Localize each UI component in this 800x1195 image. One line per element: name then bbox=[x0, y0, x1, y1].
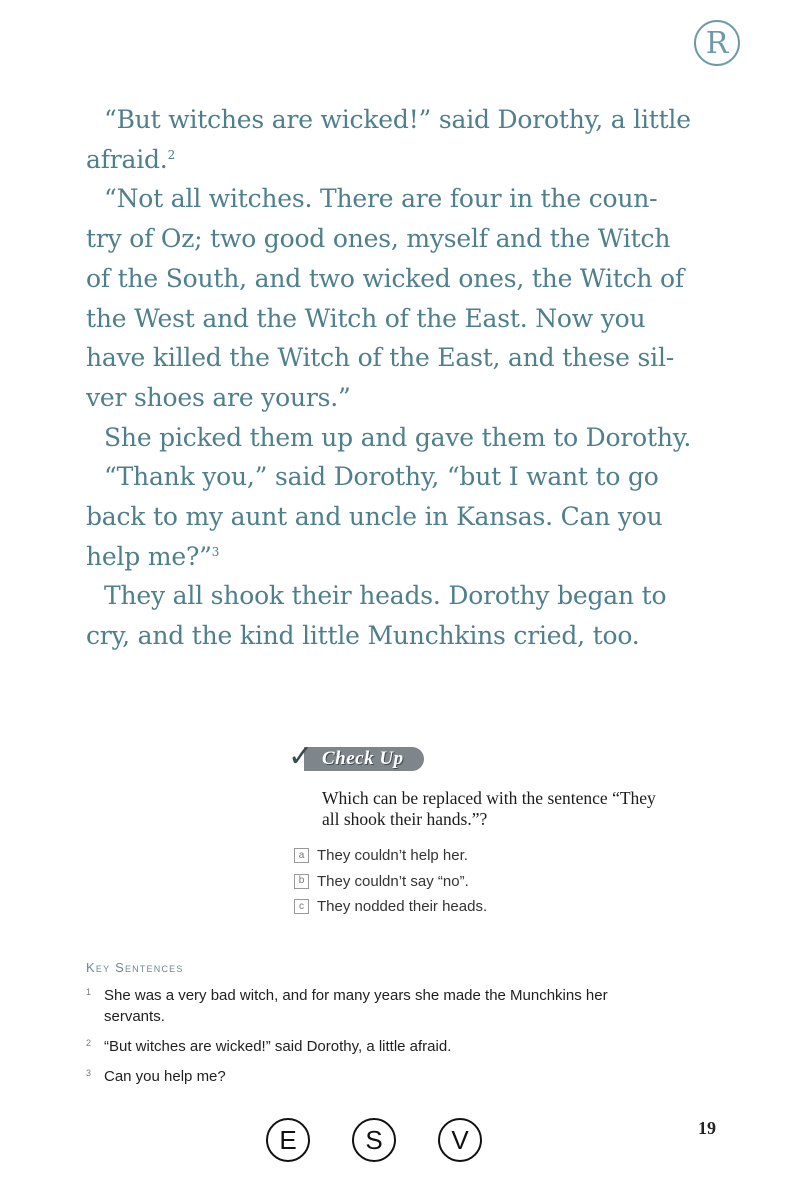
footnote-marker: 3 bbox=[211, 544, 220, 559]
key-sentence-number: 1 bbox=[86, 987, 92, 997]
option-text: They couldn’t say “no”. bbox=[317, 872, 469, 890]
badge-s-icon[interactable]: S bbox=[352, 1118, 396, 1162]
footnote-marker: 2 bbox=[167, 147, 175, 162]
option-letter: a bbox=[294, 848, 309, 863]
story-line-text: “Not all witches. There are four in the coun- bbox=[104, 184, 658, 214]
story-line-text: try of Oz; two good ones, myself and the Witch bbox=[86, 224, 671, 254]
option-c[interactable] bbox=[294, 894, 648, 920]
story-line-text: “Thank you,” said Dorothy, “but I want to go bbox=[104, 462, 659, 492]
story-line-text: afraid. bbox=[86, 144, 168, 174]
option-a[interactable] bbox=[294, 843, 648, 869]
story-line bbox=[86, 616, 638, 656]
key-sentences bbox=[86, 960, 646, 1096]
story-line bbox=[86, 378, 638, 418]
story-line-text: cry, and the kind little Munchkins cried, too. bbox=[86, 621, 640, 651]
check-up-options bbox=[294, 843, 648, 920]
key-sentences-heading: Key Sentences bbox=[86, 960, 184, 975]
key-sentence-number: 2 bbox=[86, 1038, 92, 1048]
story-line-text: back to my aunt and uncle in Kansas. Can you bbox=[86, 502, 663, 532]
story-line bbox=[86, 259, 684, 299]
key-sentence-text: “But witches are wicked!” said Dorothy, a little afraid. bbox=[104, 1038, 452, 1055]
story-line bbox=[86, 457, 659, 497]
story-line bbox=[86, 418, 692, 458]
registered-mark-icon: R bbox=[694, 20, 740, 66]
story-line bbox=[86, 219, 671, 259]
badge-v-icon[interactable]: V bbox=[438, 1118, 482, 1162]
option-text: They nodded their heads. bbox=[317, 898, 488, 916]
story-line bbox=[86, 299, 646, 339]
key-sentence bbox=[86, 1036, 646, 1057]
story-line-text: the West and the Witch of the East. Now you bbox=[86, 303, 646, 333]
story-line-text: of the South, and two wicked ones, the Witch of bbox=[86, 263, 684, 293]
story-line-text: ver shoes are yours.” bbox=[86, 382, 351, 412]
option-letter: c bbox=[294, 899, 309, 914]
option-text: They couldn’t help her. bbox=[317, 847, 468, 865]
story-line-text: have killed the Witch of the East, and these sil- bbox=[86, 343, 674, 373]
check-up-box bbox=[288, 739, 656, 920]
check-up-label: Check Up bbox=[322, 748, 404, 769]
story-line-text: help me?” bbox=[86, 541, 212, 571]
key-sentence-number: 3 bbox=[86, 1068, 92, 1078]
story-line bbox=[86, 100, 691, 140]
key-sentence bbox=[86, 985, 646, 1027]
option-letter: b bbox=[294, 874, 309, 889]
story-line-text: “But witches are wicked!” said Dorothy, a little bbox=[104, 105, 691, 134]
story-line-text: She picked them up and gave them to Dorothy. bbox=[104, 422, 692, 452]
checkmark-icon: ✓ bbox=[288, 739, 314, 774]
story-line bbox=[86, 576, 667, 616]
check-up-badge bbox=[288, 739, 426, 774]
key-sentence bbox=[86, 1066, 646, 1087]
story-line bbox=[86, 140, 638, 180]
page-number: 19 bbox=[698, 1118, 716, 1138]
story-line bbox=[86, 338, 674, 378]
story-line bbox=[86, 179, 658, 219]
check-up-question: Which can be replaced with the sentence “They all shook their hands.”? bbox=[322, 788, 656, 829]
option-b[interactable] bbox=[294, 869, 648, 895]
key-sentence-text: Can you help me? bbox=[104, 1068, 226, 1085]
story-line bbox=[86, 497, 663, 537]
skill-badges bbox=[266, 1118, 482, 1162]
story-line bbox=[86, 537, 638, 577]
badge-e-icon[interactable]: E bbox=[266, 1118, 310, 1162]
key-sentence-text: She was a very bad witch, and for many years she made the Munchkins her servants. bbox=[104, 987, 608, 1025]
story-line-text: They all shook their heads. Dorothy began to bbox=[104, 581, 667, 611]
story-text bbox=[86, 100, 692, 656]
